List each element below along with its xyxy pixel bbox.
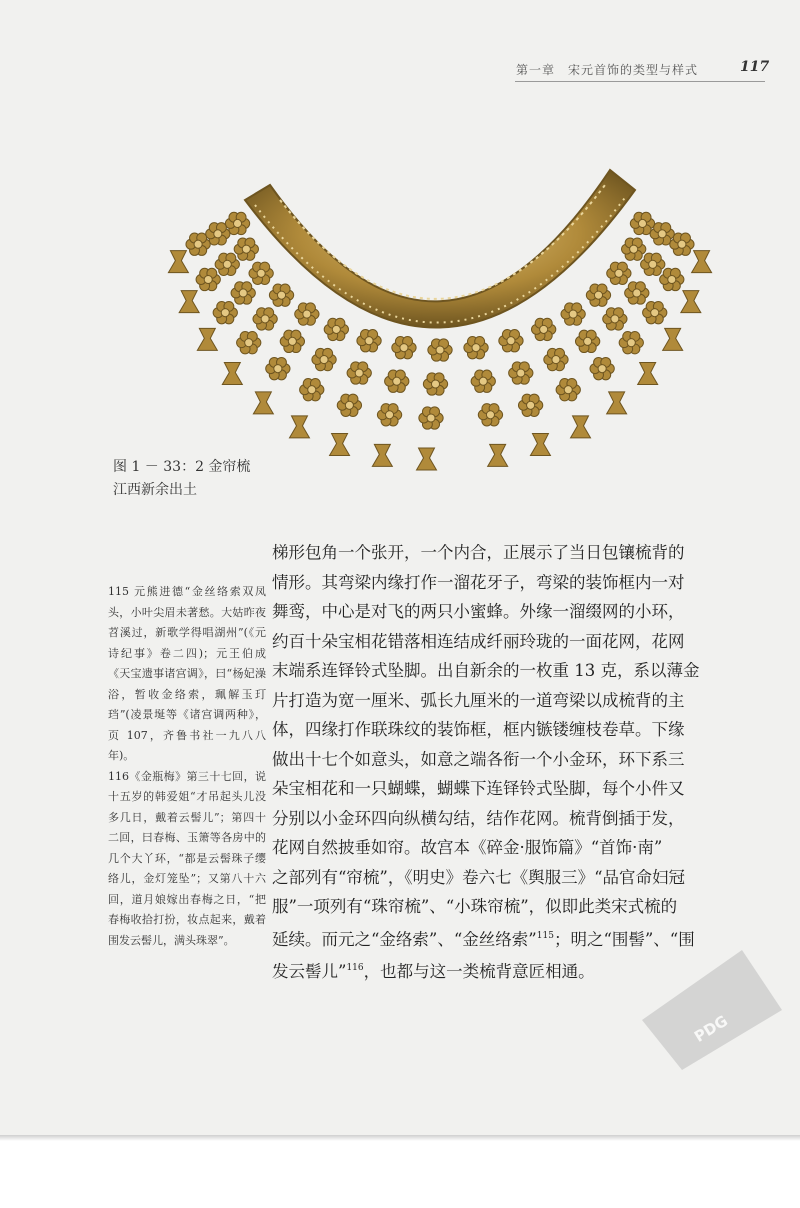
flower-ornament: [312, 348, 336, 370]
flower-ornament: [586, 284, 610, 306]
flower-ornament: [347, 362, 371, 384]
flower-ornament: [428, 339, 452, 361]
flower-ornament: [249, 262, 273, 284]
text-line: 服”一项列有“珠帘梳”、“小珠帘梳”，似即此类宋式梳的: [272, 897, 678, 916]
text-segment: ，也都与这一类梳背意匠相通。: [363, 962, 595, 981]
gold-comb-photo: [140, 160, 740, 495]
caption-source: 江西新余出土: [113, 482, 197, 498]
flower-ornament: [357, 330, 381, 352]
text-line: 分别以小金环四向纵横勾结，结作花网。梳背倒插于发，: [272, 808, 685, 828]
footnote-ref-115[interactable]: 115: [536, 930, 554, 941]
text-segment: ；明之“围髻”、“围: [553, 929, 695, 949]
bell-pendant: [197, 328, 217, 350]
bell-pendant: [179, 291, 199, 313]
flower-ornament: [622, 238, 646, 260]
bell-pendant: [168, 251, 188, 273]
bell-pendant: [253, 392, 273, 414]
flower-ornament: [300, 379, 324, 401]
figure-caption: [113, 456, 263, 502]
flower-ornament: [295, 303, 319, 325]
flower-net: [168, 212, 711, 470]
bell-pendant: [488, 444, 508, 466]
flower-ornament: [269, 284, 293, 306]
flower-ornament: [556, 379, 580, 401]
flower-ornament: [234, 238, 258, 260]
main-text: [272, 538, 744, 987]
flower-ornament: [377, 404, 401, 426]
flower-ornament: [471, 370, 495, 392]
flower-ornament: [607, 262, 631, 284]
flower-ornament: [237, 331, 261, 353]
bell-pendant: [692, 251, 712, 273]
text-line: 朵宝相花和一只蝴蝶，蝴蝶下连铎铃式坠脚，每个小件又: [272, 779, 685, 798]
flower-ornament: [518, 394, 542, 416]
flower-ornament: [625, 282, 649, 304]
flower-ornament: [324, 318, 348, 340]
bell-pendant: [638, 362, 658, 384]
footnote-ref-116[interactable]: 116: [346, 963, 364, 973]
flower-ornament: [464, 336, 488, 358]
flower-ornament: [590, 357, 614, 379]
bell-pendant: [289, 416, 309, 438]
bell-pendant: [663, 328, 683, 350]
flower-ornament: [253, 308, 277, 330]
text-segment: 发云髻儿”: [272, 962, 347, 981]
header-rule: [515, 81, 765, 82]
flower-ornament: [266, 357, 290, 379]
flower-ornament: [544, 348, 568, 370]
bell-pendant: [571, 416, 591, 438]
text-line: 舞鸾，中心是对飞的两只小蜜蜂。外缘一溜缀网的小环，: [272, 602, 685, 621]
bell-pendant: [330, 434, 350, 456]
bell-pendant: [222, 362, 242, 384]
flower-ornament: [213, 301, 237, 323]
flower-ornament: [603, 308, 627, 330]
flower-ornament: [641, 253, 665, 275]
flower-ornament: [660, 268, 684, 290]
text-line: 做出十七个如意头，如意之端各衔一个小金环，环下系三: [272, 749, 685, 769]
text-line: 体，四缘打作联珠纹的装饰框，框内镞镂缠枝卷草。下缘: [272, 720, 685, 739]
watermark-text: PDG: [691, 1011, 731, 1046]
flower-ornament: [196, 268, 220, 290]
bell-pendant: [607, 392, 627, 414]
flower-ornament: [215, 253, 239, 275]
bell-pendant: [530, 434, 550, 456]
note-116: 116《金瓶梅》第三十七回，说十五岁的韩爱姐“才吊起头儿没多几日，戴着云髻儿”；第四十二回，曰春梅、玉箫等各房中的几个大丫环，“都是云髻珠子缨络儿，金灯笼坠”；又第八十六回，道月娘嫁出春梅之日，“把春梅收拾打扮，妆点起来，戴着围发云髻儿，满头珠翠”。: [108, 769, 266, 947]
flower-ornament: [670, 233, 694, 255]
text-line: 梯形包角一个张开，一个内合，正展示了当日包镶梳背的: [272, 543, 685, 562]
flower-ornament: [385, 370, 409, 392]
watermark-seal: [622, 930, 792, 1070]
flower-ornament: [478, 404, 502, 426]
bell-pendant: [372, 444, 392, 466]
flower-ornament: [231, 282, 255, 304]
text-segment: 延续。而元之“金络索”、“金丝络索”: [272, 929, 537, 949]
text-line: 约百十朵宝相花错落相连结成纤丽玲珑的一面花网，花网: [272, 631, 685, 651]
text-line: 之部列有“帘梳”，《明史》卷六七《舆服三》“品官命妇冠: [272, 867, 686, 887]
flower-ornament: [419, 407, 443, 429]
flower-ornament: [561, 303, 585, 325]
flower-ornament: [619, 331, 643, 353]
flower-ornament: [337, 394, 361, 416]
flower-ornament: [575, 330, 599, 352]
flower-ornament: [186, 233, 210, 255]
note-115: 115 元熊进德“金丝络索双凤头，小叶尖眉未著愁。大姑昨夜苕溪过，新歌学得唱湖州”(《元诗纪事》卷二四)；元王伯成《天宝遗事诸宫调》，曰“杨妃澡浴，暂收金络索，珮解玉玎珰”(凌景埏等《诸宫调两种》，页 107，齐鲁书社一九八八年)。: [108, 585, 266, 762]
flower-ornament: [643, 301, 667, 323]
text-line: 末端系连铎铃式坠脚。出自新余的一枚重 13 克，系以薄金: [272, 661, 700, 680]
text-line: 片打造为宽一厘米、弧长九厘米的一道弯梁以成梳背的主: [272, 690, 685, 710]
text-line: 情形。其弯梁内缘打作一溜花牙子，弯梁的装饰框内一对: [272, 572, 685, 592]
chapter-heading: 第一章 宋元首饰的类型与样式: [516, 63, 699, 77]
flower-ornament: [392, 336, 416, 358]
flower-ornament: [280, 330, 304, 352]
flower-ornament: [423, 373, 447, 395]
side-notes: [108, 582, 266, 951]
page-number: 117: [740, 59, 770, 75]
text-line: 花网自然披垂如帘。故宫本《碎金·服饰篇》“首饰·南”: [272, 838, 663, 857]
flower-ornament: [499, 330, 523, 352]
page-edge-shadow: [0, 1135, 800, 1141]
bell-pendant: [417, 448, 437, 470]
bell-pendant: [681, 291, 701, 313]
flower-ornament: [532, 318, 556, 340]
caption-title: 图 1 － 33：2 金帘梳: [113, 459, 251, 475]
flower-ornament: [509, 362, 533, 384]
